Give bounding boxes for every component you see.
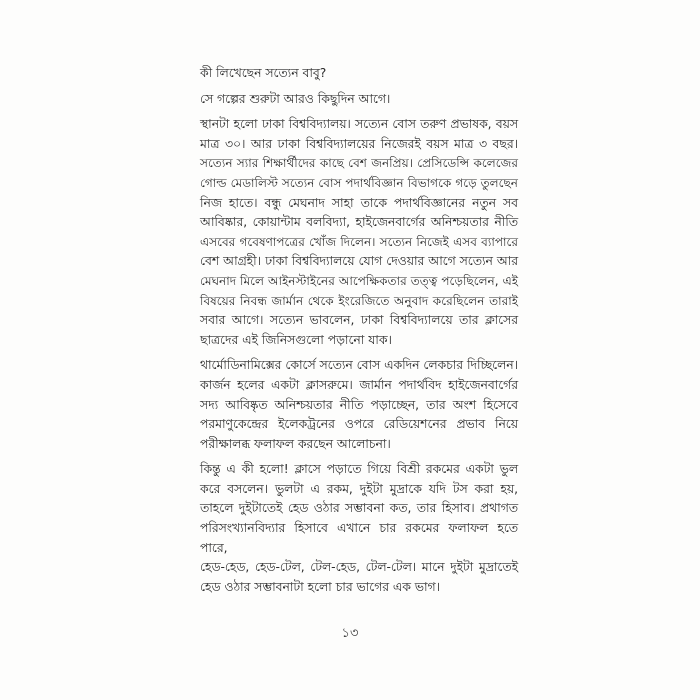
text-line: গোল্ড মেডালিস্ট সত্যেন বোস পদার্থবিজ্ঞান বিভাগকে গড়ে তুলছেন bbox=[200, 175, 518, 190]
page-number: ১৩ bbox=[341, 626, 359, 641]
text-line: নিজ হাতে। বন্ধু মেঘনাদ সাহা তাকে পদার্থবিজ্ঞানের নতুন সব bbox=[200, 195, 518, 210]
paragraph-2 bbox=[200, 356, 518, 454]
text-line: কার্জন হলের একটা ক্লাসরুমে। জার্মান পদার্থবিদ হাইজেনবার্গের bbox=[200, 377, 518, 392]
text-line: হেড ওঠার সম্ভাবনাটা হলো চার ভাগের এক ভাগ। bbox=[200, 579, 440, 594]
text-line: সবার আগে। সত্যেন ভাবলেন, ঢাকা বিশ্ববিদ্যালয়ে তার ক্লাসের bbox=[200, 313, 518, 328]
paragraph-1 bbox=[200, 115, 518, 350]
text-line: পরিসংখ্যানবিদ্যার হিসাবে এখানে চার রকমের ফলাফল হতে পারে, bbox=[200, 521, 518, 555]
text-line: তাহলে দুইটাতেই হেড ওঠার সম্ভাবনা কত, তার হিসাব। প্রথাগত bbox=[200, 501, 518, 516]
text-line: সত্যেন স্যার শিক্ষার্থীদের কাছে বেশ জনপ্রিয়। প্রেসিডেন্সি কলেজের bbox=[200, 156, 518, 171]
text-line: মেঘনাদ মিলে আইনস্টাইনের আপেক্ষিকতার তত্ত্ব পড়েছিলেন, এই bbox=[200, 273, 518, 288]
text-line: পরমাণুকেন্দ্রের ইলেকট্রনের ওপরে রেডিয়েশনের প্রভাব নিয়ে bbox=[200, 417, 518, 432]
intro-line: সে গল্পের শুরুটা আরও কিছুদিন আগে। bbox=[200, 91, 391, 106]
text-line: বেশ আগ্রহী। ঢাকা বিশ্ববিদ্যালয়ে যোগ দেওয়ার আগে সত্যেন আর bbox=[200, 254, 518, 269]
text-line: সদ্য আবিষ্কৃত অনিশ্চয়তার নীতি পড়াচ্ছেন, তার অংশ হিসেবে bbox=[200, 397, 518, 412]
text-line: বিষয়ের নিবন্ধ জার্মান থেকে ইংরেজিতে অনুবাদ করেছিলেন তারাই bbox=[200, 293, 518, 308]
paragraph-3 bbox=[200, 460, 518, 597]
text-line: ছাত্রদের এই জিনিসগুলো পড়ানো যাক। bbox=[200, 332, 392, 347]
text-line: থার্মোডিনামিক্সের কোর্সে সত্যেন বোস একদিন লেকচার দিচ্ছিলেন। bbox=[200, 358, 518, 373]
text-line: মাত্র ৩০। আর ঢাকা বিশ্ববিদ্যালয়ের নিজেরই বয়স মাত্র ৩ বছর। bbox=[200, 136, 518, 151]
page-text-block bbox=[200, 64, 518, 597]
text-line: করে বসলেন। ভুলটা এ রকম, দুইটা মুদ্রাকে যদি টস করা হয়, bbox=[200, 481, 518, 496]
text-line: এসবের গবেষণাপত্রের খোঁজ দিলেন। সত্যেন নিজেই এসব ব্যাপারে bbox=[200, 234, 518, 249]
text-line: স্থানটা হলো ঢাকা বিশ্ববিদ্যালয়। সত্যেন বোস তরুণ প্রভাষক, বয়স bbox=[200, 117, 518, 132]
text-line: আবিষ্কার, কোয়ান্টাম বলবিদ্যা, হাইজেনবার্গের অনিশ্চয়তার নীতি bbox=[200, 215, 518, 230]
text-line: কিন্তু এ কী হলো! ক্লাসে পড়াতে গিয়ে বিশ্রী রকমের একটা ভুল bbox=[200, 462, 518, 477]
text-line: হেড-হেড, হেড-টেল, টেল-হেড, টেল-টেল। মানে দুইটা মুদ্রাতেই bbox=[200, 560, 518, 575]
section-heading: কী লিখেছেন সত্যেন বাবু? bbox=[200, 66, 327, 80]
text-line: পরীক্ষালব্ধ ফলাফল করছেন আলোচনা। bbox=[200, 436, 391, 451]
